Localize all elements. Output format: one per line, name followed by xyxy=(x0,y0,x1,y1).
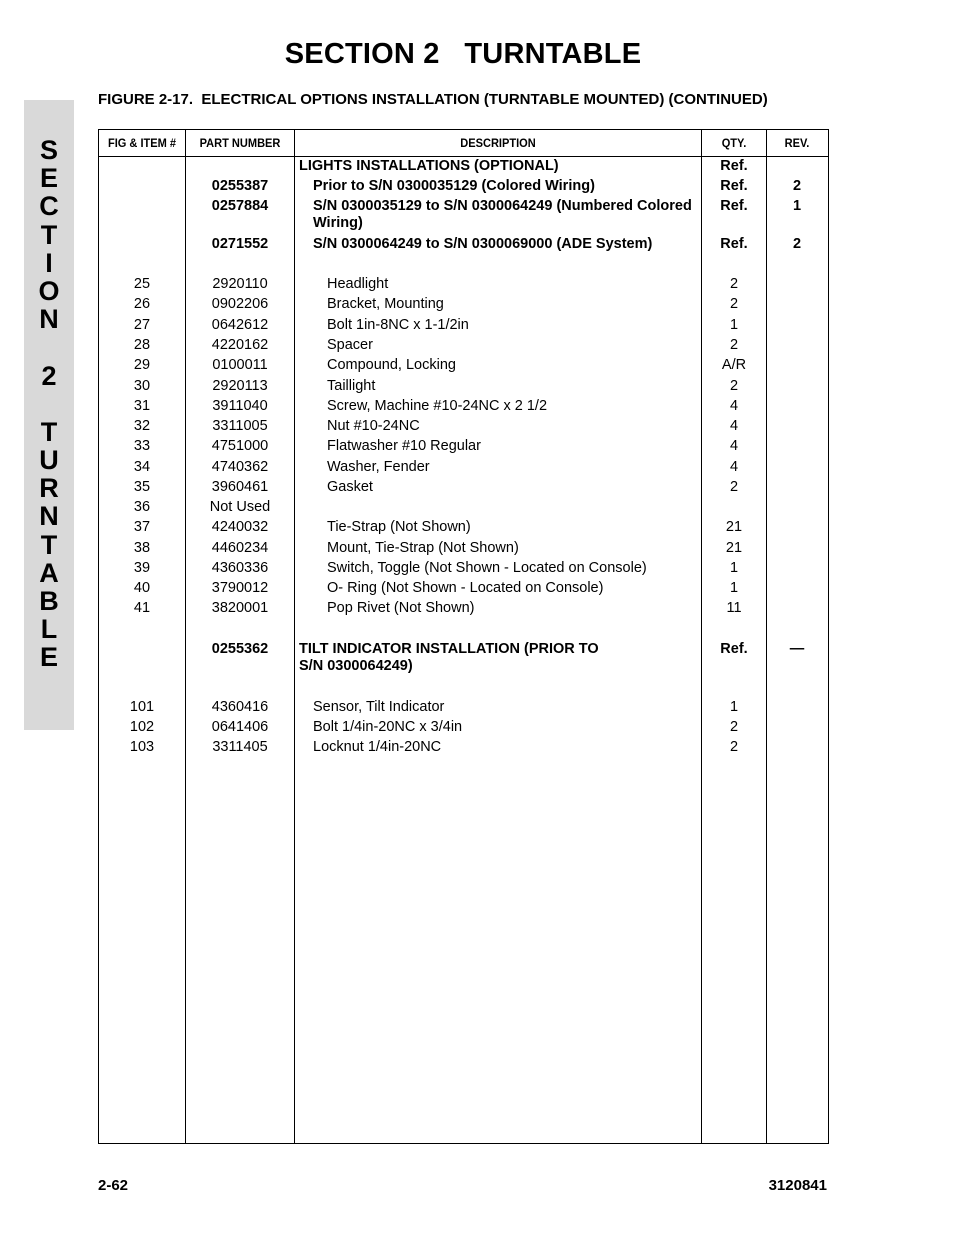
parts-table xyxy=(98,129,829,1144)
cell-qty: 21 xyxy=(725,540,743,556)
cell-desc: Sensor, Tilt Indicator xyxy=(313,699,445,715)
cell-part: 0257884 xyxy=(211,198,269,214)
cell-qty: A/R xyxy=(721,357,747,373)
side-tab-letter: I xyxy=(45,247,53,278)
side-tab-letter: 2 xyxy=(41,360,57,391)
cell-fig: 38 xyxy=(133,540,151,556)
cell-rev: 1 xyxy=(792,198,802,214)
column-header-qty: QTY. xyxy=(721,136,747,150)
cell-qty: 1 xyxy=(729,699,739,715)
column-header-description: DESCRIPTION xyxy=(460,136,536,150)
cell-part: 0255387 xyxy=(211,178,269,194)
cell-qty: 21 xyxy=(725,519,743,535)
cell-desc: Gasket xyxy=(327,479,373,495)
cell-qty: Ref. xyxy=(720,178,748,194)
cell-desc: Pop Rivet (Not Shown) xyxy=(327,600,475,616)
cell-fig: 103 xyxy=(129,739,155,755)
cell-desc: Screw, Machine #10-24NC x 2 1/2 xyxy=(327,398,548,414)
side-tab-letters xyxy=(24,136,74,672)
cell-fig: 37 xyxy=(133,519,151,535)
cell-fig: 25 xyxy=(133,276,151,292)
cell-qty: 4 xyxy=(729,459,739,475)
cell-desc: Tie-Strap (Not Shown) xyxy=(327,519,471,535)
figure-title: FIGURE 2-17. ELECTRICAL OPTIONS INSTALLATION (TURNTABLE MOUNTED) (CONTINUED) xyxy=(98,91,768,108)
side-tab-letter: N xyxy=(39,501,59,532)
cell-fig: 29 xyxy=(133,357,151,373)
cell-part: 3790012 xyxy=(211,580,269,596)
column-divider xyxy=(766,130,767,1143)
cell-desc: Flatwasher #10 Regular xyxy=(327,438,481,454)
side-tab-letter: O xyxy=(38,275,60,306)
section-side-tab xyxy=(24,100,74,730)
side-tab-letter: L xyxy=(40,614,58,645)
cell-part: 0641406 xyxy=(211,719,269,735)
cell-desc: Washer, Fender xyxy=(327,459,430,475)
cell-part: 4740362 xyxy=(211,459,269,475)
cell-rev: 2 xyxy=(792,236,802,252)
cell-desc: LIGHTS INSTALLATIONS (OPTIONAL) xyxy=(299,158,559,174)
cell-desc: Prior to S/N 0300035129 (Colored Wiring) xyxy=(313,178,595,194)
cell-part: 3820001 xyxy=(211,600,269,616)
cell-fig: 33 xyxy=(133,438,151,454)
cell-qty: 2 xyxy=(729,739,739,755)
cell-fig: 35 xyxy=(133,479,151,495)
cell-part: 3311005 xyxy=(212,418,268,434)
cell-part: 0902206 xyxy=(211,296,269,312)
cell-desc: O- Ring (Not Shown - Located on Console) xyxy=(327,580,604,596)
cell-part: Not Used xyxy=(209,499,271,515)
column-header-part: PART NUMBER xyxy=(199,136,281,150)
cell-part: 4751000 xyxy=(211,438,269,454)
cell-qty: 2 xyxy=(729,719,739,735)
cell-fig: 27 xyxy=(133,317,151,333)
cell-fig: 28 xyxy=(133,337,151,353)
section-title: SECTION 2 TURNTABLE xyxy=(284,38,642,70)
cell-fig: 41 xyxy=(133,600,151,616)
cell-part: 4360416 xyxy=(211,699,269,715)
cell-fig: 31 xyxy=(133,398,151,414)
cell-part: 0100011 xyxy=(212,357,268,373)
cell-desc: Spacer xyxy=(327,337,373,353)
side-tab-letter: B xyxy=(39,586,59,616)
side-tab-letter: T xyxy=(40,529,58,560)
cell-fig: 30 xyxy=(133,378,151,394)
cell-desc: Nut #10-24NC xyxy=(327,418,420,434)
side-tab-letter: N xyxy=(39,304,59,335)
cell-qty: 4 xyxy=(729,398,739,414)
cell-desc: TILT INDICATOR INSTALLATION (PRIOR TO S/N 0300064249) xyxy=(299,641,599,674)
cell-qty: Ref. xyxy=(720,236,748,252)
header-divider xyxy=(99,156,828,157)
cell-desc: S/N 0300035129 to S/N 0300064249 (Numbered Colored Wiring) xyxy=(313,198,692,231)
cell-qty: 11 xyxy=(726,600,742,616)
cell-part: 4240032 xyxy=(211,519,269,535)
cell-fig: 39 xyxy=(133,560,151,576)
cell-desc: S/N 0300064249 to S/N 0300069000 (ADE System) xyxy=(313,236,653,252)
cell-qty: 2 xyxy=(729,276,739,292)
cell-qty: Ref. xyxy=(720,641,748,657)
cell-desc: Headlight xyxy=(327,276,389,292)
cell-part: 3911040 xyxy=(212,398,268,414)
cell-qty: Ref. xyxy=(720,198,748,214)
side-tab-letter: S xyxy=(39,135,58,165)
cell-part: 2920113 xyxy=(212,378,268,394)
cell-qty: 2 xyxy=(729,479,739,495)
cell-fig: 36 xyxy=(133,499,151,515)
page-number: 2-62 xyxy=(98,1177,129,1194)
cell-desc: Bolt 1in-8NC x 1-1/2in xyxy=(327,317,469,333)
cell-qty: 2 xyxy=(729,378,739,394)
side-tab-letter: T xyxy=(40,416,58,447)
side-tab-letter: R xyxy=(39,473,59,504)
cell-fig: 102 xyxy=(129,719,155,735)
cell-fig: 34 xyxy=(133,459,151,475)
cell-part: 4360336 xyxy=(211,560,269,576)
side-tab-letter: A xyxy=(39,557,59,588)
side-tab-letter: E xyxy=(39,163,58,194)
cell-fig: 32 xyxy=(133,418,151,434)
side-tab-letter: U xyxy=(39,445,59,476)
cell-desc: Switch, Toggle (Not Shown - Located on Console) xyxy=(327,560,647,576)
cell-part: 4220162 xyxy=(211,337,269,353)
cell-qty: 1 xyxy=(729,580,739,596)
cell-part: 0271552 xyxy=(211,236,269,252)
cell-fig: 101 xyxy=(129,699,155,715)
cell-fig: 26 xyxy=(133,296,151,312)
cell-desc: Bracket, Mounting xyxy=(327,296,444,312)
cell-qty: 1 xyxy=(729,317,739,333)
cell-rev: — xyxy=(789,641,805,657)
cell-part: 0642612 xyxy=(211,317,269,333)
cell-desc: Bolt 1/4in-20NC x 3/4in xyxy=(313,719,463,735)
cell-qty: 4 xyxy=(729,418,739,434)
cell-qty: 2 xyxy=(729,296,739,312)
cell-part: 0255362 xyxy=(211,641,269,657)
side-tab-letter: T xyxy=(40,219,58,250)
cell-part: 2920110 xyxy=(212,276,268,292)
cell-qty: 1 xyxy=(729,560,739,576)
cell-qty: 4 xyxy=(729,438,739,454)
column-divider xyxy=(294,130,295,1143)
cell-qty: Ref. xyxy=(720,158,748,174)
cell-part: 4460234 xyxy=(211,540,269,556)
cell-desc: Compound, Locking xyxy=(327,357,456,373)
side-tab-letter: C xyxy=(39,191,59,222)
cell-fig: 40 xyxy=(133,580,151,596)
cell-rev: 2 xyxy=(792,178,802,194)
column-header-rev: REV. xyxy=(784,136,810,150)
document-number: 3120841 xyxy=(768,1177,827,1194)
cell-part: 3960461 xyxy=(211,479,269,495)
side-tab-letter: E xyxy=(39,642,58,673)
cell-part: 3311405 xyxy=(212,739,268,755)
cell-desc: Taillight xyxy=(327,378,376,394)
cell-desc: Locknut 1/4in-20NC xyxy=(313,739,442,755)
column-header-fig: FIG & ITEM # xyxy=(107,136,177,150)
cell-desc: Mount, Tie-Strap (Not Shown) xyxy=(327,540,519,556)
cell-qty: 2 xyxy=(729,337,739,353)
